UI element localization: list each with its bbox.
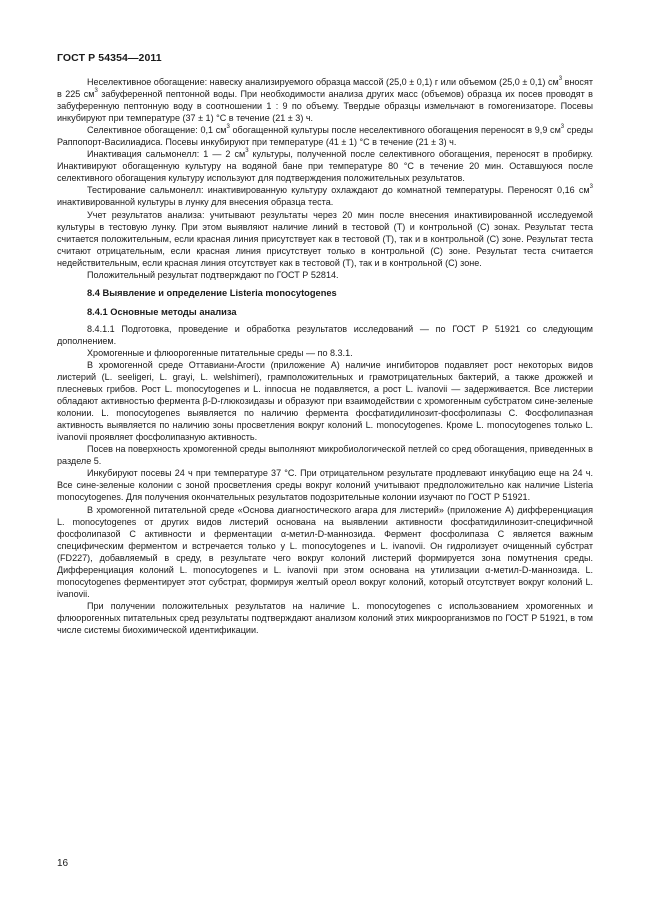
paragraph: Тестирование сальмонелл: инактивированную культуру охлаждают до комнатной температуры. Переносят 0,16 $см^3$ инактивированной культуры в лунку для внесения образца теста. (57, 184, 593, 208)
section-heading: 8.4 Выявление и определение Listeria monocytogenes (87, 287, 337, 298)
paragraph: Инактивация сальмонелл: 1 — 2 $см^3$ культуры, полученной после селективного обогащения, переносят в пробирку. Инактивируют обогащенную культуру на водяной бане при температуре 80 °С в течение 20 мин. Оставшуюся после селективного обогащения культуру используют для подтверждения положительных результатов. (57, 148, 593, 184)
paragraph: Хромогенные и флюорогенные питательные среды — по 8.3.1. (87, 347, 353, 358)
page-number: 16 (57, 858, 69, 869)
paragraph: В хромогенной питательной среде «Основа диагностического агара для листерий» (приложение А) дифференциация L. monocytogenes от других видов листерий основана на выявлении активности фосфатидилинозит-специфичной фосфолипазой С активности и ферментации α-метил-D-маннозида. Фермент фосфолипаза С является важным специфическим ферментом и встречается только у L. monocytogenes и L. ivanovii. Он гидролизует очищенный субстрат (FD227), добавляемый в среду, в результате чего вокруг колоний листерий формируется зона помутнения среды. Дифференциация колоний L. monocytogenes и L. ivanovii при этом основана на утилизации α-метил-D-маннозида. L. monocytogenes ферментирует этот субстрат, формируя желтый ореол вокруг колоний, который отсутствует вокруг колоний L. ivanovii. (57, 504, 593, 599)
paragraph: 8.4.1.1 Подготовка, проведение и обработка результатов исследований — по ГОСТ Р 51921 со следующим дополнением. (57, 323, 593, 346)
paragraph: В хромогенной среде Оттавиани-Агости (приложение А) наличие ингибиторов подавляет рост некоторых видов листерий (L. seeligeri, L. grayi, L. welshimeri), грамположительных и грамотрицательных бактерий, а также дрожжей и плесневых грибов. Рост L. monocytogenes и L. innocua не подавляется, а рост L. ivanovii — задерживается. Все листерии обладают активностью фермента β-D-глюкозидазы и образуют при взаимодействии с хромогенным субстратом сине-зеленые колонии. L. monocytogenes выявляется по наличию фермента фосфатидилинозит-фосфолипазы С. Фосфолипазная активность выявляется по наличию зоны просветления вокруг колоний L. monocytogenes. Кроме L. monocytogenes только L. ivanovii проявляет фосфолипазную активность. (57, 359, 593, 443)
paragraph: При получении положительных результатов на наличие L. monocytogenes с использованием хромогенных и флюорогенных питательных сред результаты подтверждают анализом колоний этих микроорганизмов по ГОСТ Р 51921, в том числе системы биохимической идентификации. (57, 600, 593, 635)
section-heading: 8.4.1 Основные методы анализа (87, 306, 237, 317)
paragraph: Селективное обогащение: 0,1 $см^3$ обогащенной культуры после неселективного обогащения переносят в 9,9 $см^3$ среды Раппопорт-Василиадиса. Посевы инкубируют при температуре (41 ± 1) °С в течение (21 ± 3) ч. (57, 124, 594, 148)
document-body (57, 76, 593, 636)
paragraph: Положительный результат подтверждают по ГОСТ Р 52814. (87, 269, 339, 280)
paragraph: Инкубируют посевы 24 ч при температуре 37 °С. При отрицательном результате продлевают инкубацию еще на 24 ч. Все сине-зеленые колонии с зоной просветления среды вокруг колоний учитывают предположительно как наличие Listeria monocytogenes. Для получения окончательных результатов подозрительные колонии изучают по ГОСТ Р 51921. (57, 468, 593, 503)
paragraph: Учет результатов анализа: учитывают результаты через 20 мин после внесения инактивированной исследуемой культуры в тестовую лунку. При этом выявляют наличие линий в тестовой (Т) и контрольной (С) зонах. Результат теста считается положительным, если красная линия присутствует как в тестовой (Т), так и в контрольной (С) зоне. Результат теста считают отрицательным, если красная линия присутствует только в контрольной (С) зоне. Результат теста считается недействительным, если красная линия отсутствует как в тестовой (Т), так и в контрольной (С) зоне. (57, 209, 593, 268)
paragraph: Посев на поверхность хромогенной среды выполняют микробиологической петлей со сред обогащения, приведенных в разделе 5. (57, 444, 593, 467)
document-header: ГОСТ Р 54354—2011 (57, 52, 162, 64)
paragraph: Неселективное обогащение: навеску анализируемого образца массой (25,0 ± 0,1) г или объемом (25,0 ± 0,1) $см^3$ вносят в 225 $см^3$ забуференной пептонной воды. При необходимости анализа других масс (объемов) образца их посев проводят в забуференную пептонную воду в соотношении 1 : 9 по объему. Твердые образцы измельчают в гомогенизаторе. Посевы инкубируют при температуре (37 ± 1) °С в течение (21 ± 3) ч. (57, 75, 593, 124)
